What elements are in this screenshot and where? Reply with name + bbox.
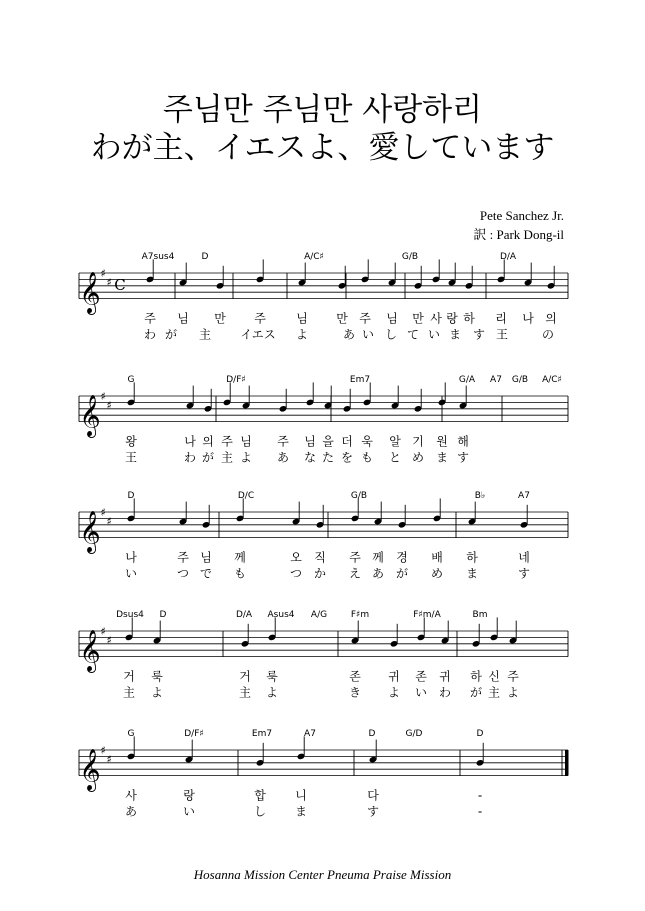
lyric-japanese: す [456,450,470,465]
key-signature-sharp-icon: ♯ [100,506,106,519]
lyric-korean: 만 [336,311,348,326]
lyric-japanese: す [472,327,486,342]
chord-symbol: G [127,729,135,739]
lyric-korean: 네 [518,550,530,565]
key-signature-sharp-icon: ♯ [100,625,106,638]
lyric-korean: 왕 [125,434,137,449]
lyric-korean: 나 [522,311,534,326]
lyric-japanese: い [361,327,375,342]
chord-symbol: Dsus4 [116,610,144,620]
lyric-korean: 을 [322,434,334,449]
lyric-japanese: が [469,685,483,700]
lyric-korean: 님 [296,311,308,326]
lyric-korean: 주 [277,434,289,449]
lyric-japanese: め [430,566,444,581]
lyric-japanese: す [517,566,531,581]
lyric-japanese: し [253,804,267,819]
chord-symbol: D [201,252,209,262]
treble-clef-icon: 𝄞 [79,272,101,314]
chord-symbol: G [127,375,135,385]
lyric-korean: 해 [457,434,469,449]
key-signature-sharp-icon: ♯ [106,399,112,412]
key-signature-sharp-icon: ♯ [106,515,112,528]
lyric-korean: 랑 [446,311,458,326]
chord-symbol: D [368,729,376,739]
key-signature-sharp-icon: ♯ [106,753,112,766]
lyric-japanese: 王 [124,450,138,465]
time-signature: C [114,276,126,294]
lyric-korean: - [477,788,483,803]
lyric-korean: 의 [202,434,214,449]
chord-symbol: A/C♯ [542,375,562,385]
lyric-japanese: あ [342,327,356,342]
lyric-japanese: わ [143,327,157,342]
lyric-japanese: か [313,566,327,581]
lyric-japanese: ま [465,566,479,581]
lyric-japanese: 主 [487,685,501,700]
lyric-japanese: よ [265,685,279,700]
lyric-japanese: め [411,450,425,465]
chord-symbol: Bm [472,610,488,620]
lyric-korean: 거 [239,669,251,684]
lyric-japanese: あ [371,566,385,581]
lyric-korean: 합 [254,788,266,803]
lyric-japanese: あ [124,804,138,819]
lyric-korean: 님 [177,311,189,326]
chord-symbol: A/G [310,610,328,620]
chord-symbol: D/A [499,252,517,262]
chord-symbol: Em7 [349,375,371,385]
lyric-korean: 랑 [183,788,195,803]
lyric-korean: 귀 [388,669,400,684]
lyric-korean: 알 [389,434,401,449]
chord-symbol: G/D [405,729,423,739]
lyric-japanese: よ [506,685,520,700]
key-signature-sharp-icon: ♯ [106,276,112,289]
lyric-korean: 더 [341,434,353,449]
lyric-japanese: ま [294,804,308,819]
footer-credit: Hosanna Mission Center Pneuma Praise Mission [193,867,452,882]
lyric-korean: 님 [200,550,212,565]
lyric-korean: 다 [367,788,379,803]
lyric-korean: 룩 [266,669,278,684]
lyric-japanese: よ [150,685,164,700]
lyric-japanese: が [164,327,178,342]
translator-credit: 訳 : Park Dong-il [473,227,564,242]
lyric-japanese: よ [387,685,401,700]
lyric-japanese: い [427,327,441,342]
lyric-japanese: あ [276,450,290,465]
title-japanese: わが主、イエスよ、愛しています [90,130,555,166]
lyric-japanese: な [303,450,317,465]
treble-clef-icon: 𝄞 [79,749,101,791]
lyric-korean: 룩 [151,669,163,684]
chord-symbol: F♯m/A [413,610,441,620]
lyric-japanese: わ [438,685,452,700]
lyric-japanese: を [340,450,354,465]
lyric-japanese: 主 [220,450,234,465]
lyric-korean: 주 [177,550,189,565]
lyric-japanese: よ [295,327,309,342]
lyric-korean: 귀 [439,669,451,684]
lyric-korean: 주 [349,550,361,565]
lyric-japanese: - [477,804,483,819]
chord-symbol: D/C [237,491,255,501]
lyric-korean: 께 [372,550,384,565]
chord-symbol: A/C♯ [304,252,324,262]
lyric-japanese: し [384,327,398,342]
chord-symbol: G/B [401,252,419,262]
lyric-korean: 님 [304,434,316,449]
chord-symbol: D/A [235,610,253,620]
lyric-japanese: わ [183,450,197,465]
lyric-korean: 님 [240,434,252,449]
lyric-japanese: え [348,566,362,581]
lyric-japanese: ま [435,450,449,465]
lyric-korean: 하 [470,669,482,684]
chord-symbol: A7sus4 [141,252,175,262]
lyric-japanese: 主 [238,685,252,700]
lyric-japanese: き [348,685,362,700]
lyric-japanese: イエス [240,327,276,342]
chord-symbol: A7 [518,491,530,501]
lyric-korean: 께 [234,550,246,565]
lyric-korean: 니 [295,788,307,803]
lyric-japanese: た [321,450,335,465]
lyric-korean: 주 [221,434,233,449]
lyric-korean: 거 [123,669,135,684]
chord-symbol: D [127,491,135,501]
lyric-korean: 경 [396,550,408,565]
lyric-korean: 나 [184,434,196,449]
lyric-japanese: い [124,566,138,581]
lyric-korean: 사 [430,311,442,326]
lyric-korean: 하 [466,550,478,565]
lyric-korean: 직 [314,550,326,565]
lyric-korean: 의 [545,311,557,326]
treble-clef-icon: 𝄞 [79,630,101,672]
lyric-korean: 님 [386,311,398,326]
lyric-korean: 주 [359,311,371,326]
lyric-japanese: 主 [122,685,136,700]
lyric-japanese: の [541,327,555,342]
lyric-korean: 주 [507,669,519,684]
lyric-japanese: ま [448,327,462,342]
chord-symbol: D [159,610,167,620]
treble-clef-icon: 𝄞 [79,511,101,553]
lyric-japanese: と [388,450,402,465]
chord-symbol: A7 [490,375,502,385]
chord-symbol: G/B [350,491,368,501]
lyric-korean: 만 [214,311,226,326]
lyric-japanese: す [366,804,380,819]
lyric-korean: 존 [349,669,361,684]
lyric-korean: 존 [415,669,427,684]
treble-clef-icon: 𝄞 [79,395,101,437]
lyric-japanese: 主 [198,327,212,342]
lyric-japanese: つ [289,566,303,581]
lyric-korean: 주 [254,311,266,326]
chord-symbol: A7 [304,729,316,739]
chord-symbol: Em7 [251,729,273,739]
lyric-japanese: も [233,566,247,581]
lyric-korean: 오 [290,550,302,565]
key-signature-sharp-icon: ♯ [100,267,106,280]
title-korean: 주님만 주님만 사랑하리 [162,92,483,128]
key-signature-sharp-icon: ♯ [100,390,106,403]
lyric-korean: 기 [412,434,424,449]
lyric-korean: 주 [144,311,156,326]
chord-symbol: G/B [511,375,529,385]
lyric-japanese: も [360,450,374,465]
lyric-korean: 사 [125,788,137,803]
lyric-korean: 원 [436,434,448,449]
lyric-japanese: て [406,327,420,342]
lyric-korean: 신 [488,669,500,684]
key-signature-sharp-icon: ♯ [106,634,112,647]
lyric-japanese: つ [176,566,190,581]
lyric-japanese: が [201,450,215,465]
lyric-korean: 만 [412,311,424,326]
lyric-japanese: い [182,804,196,819]
final-barline [565,750,569,776]
lyric-korean: 배 [431,550,443,565]
lyric-korean: 나 [125,550,137,565]
composer-credit: Pete Sanchez Jr. [479,208,564,223]
key-signature-sharp-icon: ♯ [100,744,106,757]
chord-symbol: B♭ [474,491,486,501]
chord-symbol: D [476,729,484,739]
lyric-korean: 욱 [361,434,373,449]
lyric-japanese: 王 [495,327,509,342]
chord-symbol: D/F♯ [226,375,246,385]
chord-symbol: F♯m [350,610,370,620]
chord-symbol: D/F♯ [184,729,204,739]
lyric-japanese: で [199,566,213,581]
chord-symbol: Asus4 [267,610,295,620]
lyric-korean: 리 [495,311,507,326]
lyric-japanese: が [395,566,409,581]
chord-symbol: G/A [458,375,476,385]
lyric-japanese: い [414,685,428,700]
lyric-korean: 하 [463,311,475,326]
lyric-japanese: よ [239,450,253,465]
